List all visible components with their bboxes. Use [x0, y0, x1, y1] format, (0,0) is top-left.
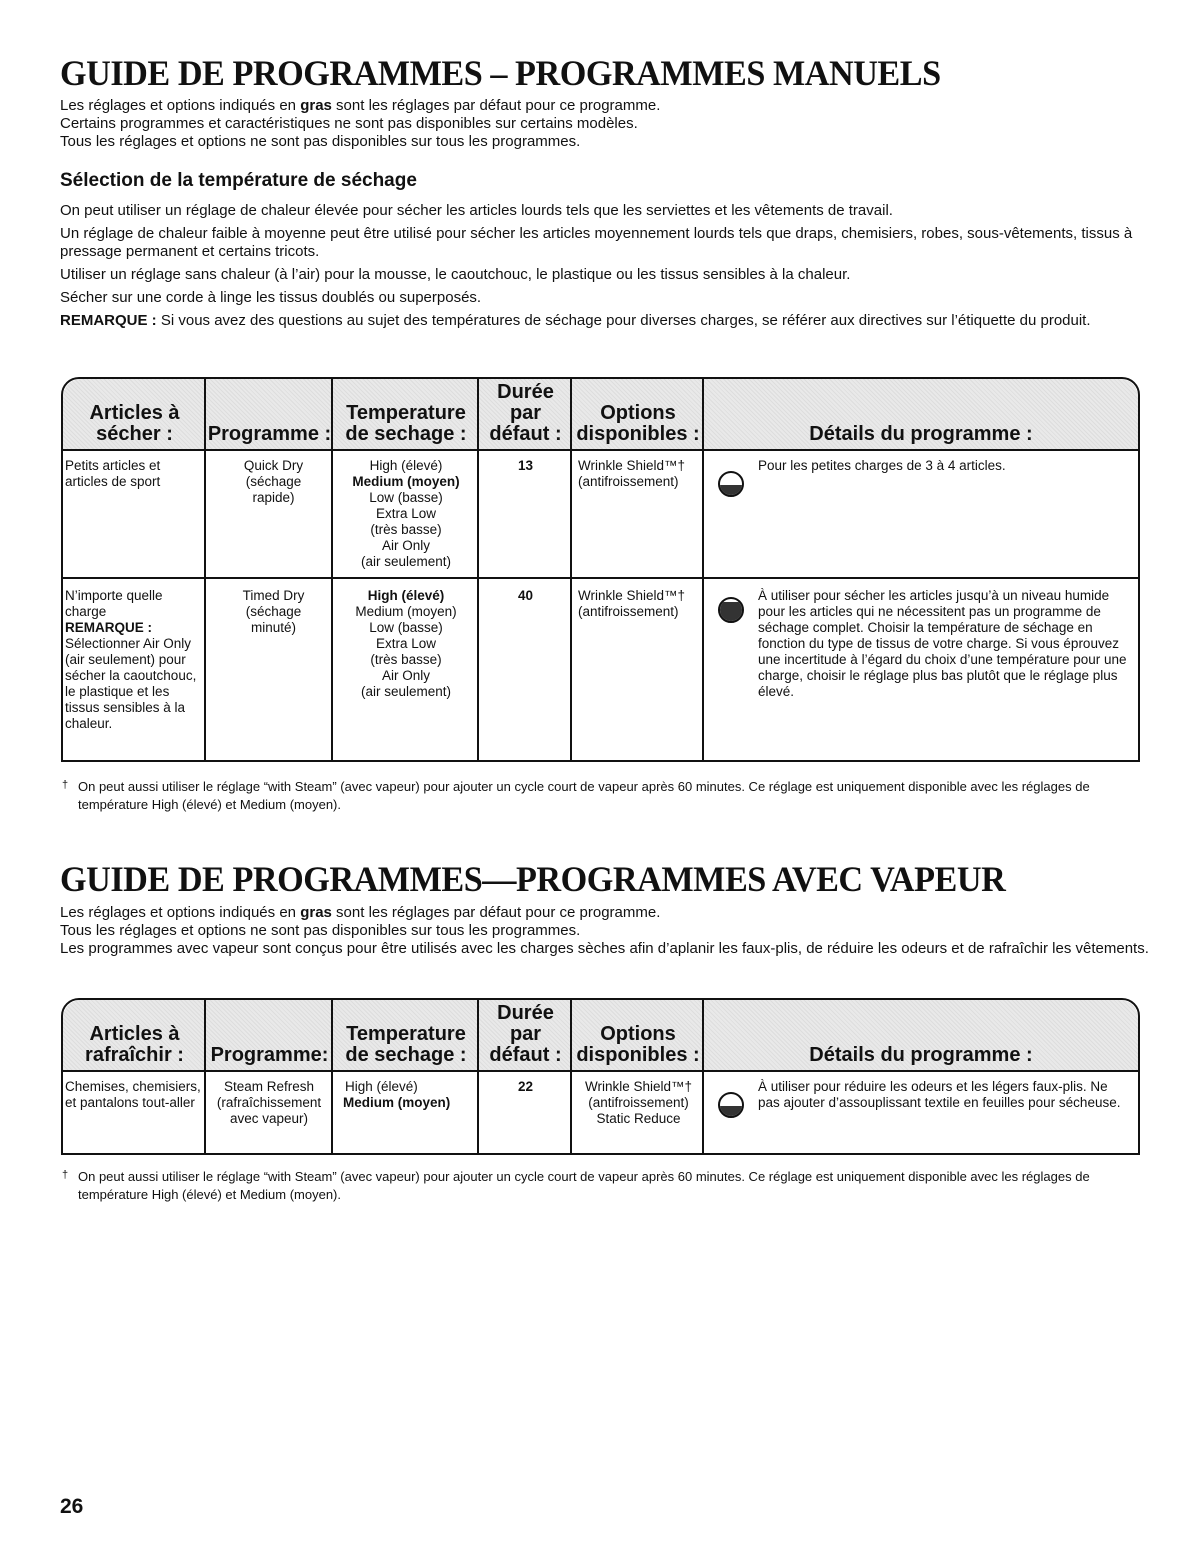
- temp-option: Air Only: [381, 668, 430, 683]
- remark-paragraph: REMARQUE : Si vous avez des questions au sujet des températures de séchage pour diverses charges, se référer aux directives sur l’étiquette du produit.: [60, 312, 1091, 329]
- cell-options: Wrinkle Shield™† (antifroissement) Static Reduce: [584, 1079, 693, 1126]
- temp-option: Extra Low: [375, 506, 437, 521]
- header-options: Options disponibles :: [576, 402, 700, 445]
- cell-articles: Petits articles et articles de sport: [65, 458, 161, 489]
- cell-duree: 13: [517, 458, 534, 473]
- cell-temperatures: [343, 1079, 475, 1111]
- column-divider: [570, 379, 572, 760]
- dryness-level-high-icon: [718, 597, 744, 623]
- remark-label: REMARQUE :: [65, 620, 152, 635]
- column-divider: [702, 379, 704, 760]
- header-details: Détails du programme :: [809, 1044, 1033, 1066]
- paragraph: Utiliser un réglage sans chaleur (à l’air) pour la mousse, le caoutchouc, le plastique ou les tissus sensibles à la chaleur.: [60, 266, 851, 283]
- section1-intro: [60, 97, 1150, 151]
- paragraph: Un réglage de chaleur faible à moyenne peut être utilisé pour sécher les articles moyennement lourds tels que draps, chemisiers, robes, sous-vêtements, tissus à pressage permanent et certains tricots.: [60, 225, 1133, 260]
- row-divider: [63, 577, 1138, 579]
- footnote-text: On peut aussi utiliser le réglage “with Steam” (avec vapeur) pour ajouter un cycle court de vapeur après 60 minutes. Ce réglage est uniquement disponible avec les réglages de température High (élevé) et Medium (moyen).: [78, 779, 1090, 812]
- column-divider: [477, 1000, 479, 1153]
- manual-programs-table: [61, 377, 1140, 762]
- steam-programs-table: [61, 998, 1140, 1155]
- header-articles: Articles à sécher :: [89, 402, 180, 445]
- footnote: [62, 1168, 1142, 1204]
- section-title-steam: GUIDE DE PROGRAMMES—PROGRAMMES AVEC VAPEUR: [60, 859, 1006, 899]
- temp-option: Extra Low: [375, 636, 437, 651]
- temp-option: High (élevé): [369, 458, 443, 473]
- intro-line-3: Tous les réglages et options ne sont pas disponibles sur tous les programmes.: [60, 133, 581, 150]
- header-programme: Programme:: [210, 1044, 329, 1066]
- temp-option: Low (basse): [369, 620, 443, 635]
- cell-temperatures: [338, 458, 474, 570]
- temp-option-default: Medium (moyen): [343, 1095, 451, 1110]
- column-divider: [331, 1000, 333, 1153]
- intro-line-3: Les programmes avec vapeur sont conçus pour être utilisés avec les charges sèches afin d’aplanir les faux-plis, de réduire les odeurs et de rafraîchir les vêtements.: [60, 940, 1149, 957]
- cell-options: Wrinkle Shield™† (antifroissement): [578, 458, 686, 489]
- temp-option: Air Only: [381, 538, 430, 553]
- column-divider: [204, 1000, 206, 1153]
- section-title-manual: GUIDE DE PROGRAMMES – PROGRAMMES MANUELS: [60, 53, 941, 93]
- subheading-drying-temperature: Sélection de la température de séchage: [60, 170, 417, 191]
- dryness-fill: [720, 602, 742, 621]
- cell-temperatures: [338, 588, 474, 700]
- temp-option-default: High (élevé): [367, 588, 445, 603]
- footnote-dagger: †: [62, 779, 69, 791]
- column-divider: [204, 379, 206, 760]
- drying-temperature-paragraphs: [60, 202, 1145, 335]
- footnote: [62, 778, 1142, 814]
- articles-remark-text: Sélectionner Air Only (air seulement) pour sécher la caoutchouc, le plastique et les tissus sensibles à la chaleur.: [65, 636, 197, 731]
- header-duree: Durée par défaut :: [489, 1002, 562, 1066]
- cell-details: À utiliser pour réduire les odeurs et les légers faux-plis. Ne pas ajouter d’assouplissant textile en feuilles pour sécheuse.: [758, 1079, 1121, 1110]
- header-duree: Durée par défaut :: [489, 381, 562, 445]
- temp-option: Low (basse): [369, 490, 443, 505]
- header-articles: Articles à rafraîchir :: [85, 1023, 184, 1066]
- paragraph: Sécher sur une corde à linge les tissus doublés ou superposés.: [60, 289, 482, 306]
- temp-option: (air seulement): [360, 554, 452, 569]
- cell-programme: Quick Dry (séchage rapide): [243, 458, 304, 505]
- paragraph: On peut utiliser un réglage de chaleur élevée pour sécher les articles lourds tels que les serviettes et les vêtements de travail.: [60, 202, 893, 219]
- header-temperature: Temperature de sechage :: [345, 1023, 467, 1066]
- section2-intro: [60, 904, 1150, 958]
- column-divider: [331, 379, 333, 760]
- cell-details: Pour les petites charges de 3 à 4 articles.: [758, 458, 1006, 473]
- cell-duree: 40: [517, 588, 534, 603]
- articles-text: N’importe quelle charge: [65, 588, 163, 619]
- cell-articles: Chemises, chemisiers, et pantalons tout-aller: [65, 1079, 201, 1110]
- bold-keyword: gras: [300, 904, 332, 921]
- bold-keyword: gras: [300, 97, 332, 114]
- cell-programme: Steam Refresh (rafraîchissement avec vapeur): [216, 1079, 322, 1126]
- dryness-level-low-icon: [718, 471, 744, 497]
- temp-option: Medium (moyen): [355, 604, 457, 619]
- column-divider: [477, 379, 479, 760]
- footnote-text: On peut aussi utiliser le réglage “with Steam” (avec vapeur) pour ajouter un cycle court de vapeur après 60 minutes. Ce réglage est uniquement disponible avec les réglages de température High (élevé) et Medium (moyen).: [78, 1169, 1090, 1202]
- temp-option: High (élevé): [345, 1079, 418, 1094]
- intro-line-1: Les réglages et options indiqués en gras sont les réglages par défaut pour ce programme.: [60, 97, 661, 114]
- footnote-dagger: †: [62, 1169, 69, 1181]
- intro-line-2: Tous les réglages et options ne sont pas disponibles sur tous les programmes.: [60, 922, 581, 939]
- column-divider: [570, 1000, 572, 1153]
- cell-programme: Timed Dry (séchage minuté): [242, 588, 305, 635]
- cell-articles: [65, 588, 203, 732]
- temp-option: (air seulement): [360, 684, 452, 699]
- temp-option: (très basse): [370, 522, 442, 537]
- header-temperature: Temperature de sechage :: [345, 402, 467, 445]
- intro-line-2: Certains programmes et caractéristiques ne sont pas disponibles sur certains modèles.: [60, 115, 638, 132]
- dryness-fill: [720, 1106, 742, 1116]
- cell-options: Wrinkle Shield™† (antifroissement): [578, 588, 686, 619]
- header-programme: Programme :: [207, 423, 332, 445]
- header-details: Détails du programme :: [809, 423, 1033, 445]
- dryness-fill: [720, 485, 742, 495]
- header-options: Options disponibles :: [576, 1023, 700, 1066]
- temp-option-default: Medium (moyen): [352, 474, 460, 489]
- intro-line-1: Les réglages et options indiqués en gras sont les réglages par défaut pour ce programme.: [60, 904, 661, 921]
- temp-option: (très basse): [370, 652, 442, 667]
- cell-duree: 22: [517, 1079, 534, 1094]
- page-number: 26: [60, 1495, 84, 1518]
- remark-label: REMARQUE :: [60, 312, 157, 329]
- cell-details: À utiliser pour sécher les articles jusqu’à un niveau humide pour les articles qui ne nécessitent pas un programme de séchage complet. Choisir la température de séchage en fonction du type de tissus de votre charge. Si vous éprouvez une incertitude à l’égard du choix d’une température pour une charge, choisir le réglage plus bas plutôt que le réglage plus élevé.: [758, 588, 1127, 699]
- column-divider: [702, 1000, 704, 1153]
- dryness-level-low-icon: [718, 1092, 744, 1118]
